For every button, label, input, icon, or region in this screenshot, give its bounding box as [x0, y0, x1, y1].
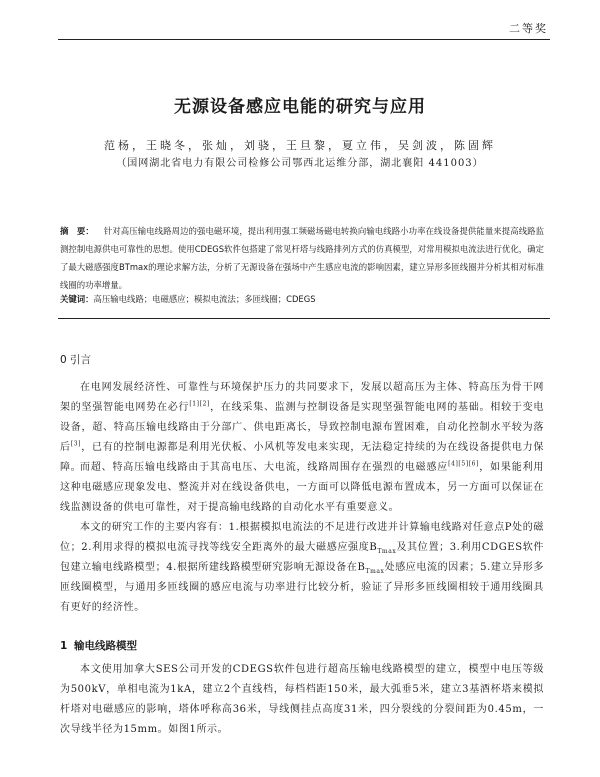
citation-4-6: [4][5][6]	[448, 460, 480, 468]
btmax-subscript-1: Tmax	[377, 548, 397, 555]
award-label: 二等奖	[509, 22, 548, 35]
keywords-label: 关键词：	[60, 294, 94, 304]
intro-paragraph-2	[60, 458, 544, 518]
intro-p1-text-c: ，已有的控制电源都是利用光伏板、小风机等发电来实现，无法稳定持续的为在线设备提供电力保障。	[60, 442, 544, 473]
author-list: 范杨，王晓冬，张灿，刘骁，王旦黎，夏立伟，吴剑波，陈固辉	[104, 139, 496, 152]
section-1-number: 1	[60, 640, 68, 652]
abstract-text: 针对高压输电线路周边的强电磁环境，提出利用强工频磁场磁电转换向输电线路小功率在线设备提供能量来提高线路监测控制电源供电可靠性的思想。使用CDEGS软件包搭建了常见杆塔与线路排列方式的仿真模型，对常用模拟电流法进行优化，确定了最大磁感强度BTmax的理论求解方法，分析了无源设备在强场中产生感应电流的影响因素，建立异形多匝线圈并分析其相对标准线圈的功率增量。	[60, 226, 545, 290]
intro-p3-text-c: 处感应电流的因素；5.建立异形多匝线圈模型，与通用多匝线圈的感应电流与功率进行比较分析，验证了异形多匝线圈相较于通用线圈具有更好的经济性。	[60, 562, 544, 613]
section-1-heading	[60, 638, 137, 653]
intro-p1-text-a: 在电网发展经济性、可靠性与环境保护压力的共同要求下，发展以超高压为主体、特高压为骨干网架的坚强智能电网势在必行	[60, 382, 544, 413]
intro-p3-text-a: 本文的研究工作的主要内容有：1.根据模拟电流法的不足进行改进并计算输电线路对任意点P处的磁位；2.利用求得的模拟电流寻找等线安全距离外的最大磁感应强度B	[60, 522, 544, 553]
paper-title: 无源设备感应电能的研究与应用	[174, 97, 426, 117]
keywords-text: 高压输电线路；电磁感应；模拟电流法；多匝线圈；CDEGS	[93, 294, 316, 304]
keywords	[60, 293, 544, 305]
header-rule	[58, 39, 550, 40]
intro-p3-text-b: 及其位置；3.利用CDGES软件包建立输电线路模型；4.根据所建线路模型研究影响无源设备在B	[60, 542, 544, 573]
section-0-heading: 0 引言	[60, 354, 92, 366]
section-1-title: 输电线路模型	[74, 640, 137, 652]
abstract	[60, 222, 544, 294]
abstract-label: 摘 要：	[60, 226, 94, 236]
abstract-rule	[58, 318, 550, 319]
model-paragraph: 本文使用加拿大SES公司开发的CDEGS软件包进行超高压输电线路模型的建立，模型中电压等级为500kV，单相电流为1kA，建立2个直线档，每档档距150米，最大弧垂5米，建立3基酒杯塔来模拟杆塔对电磁感应的影响，塔体呼称高36米，导线侧挂点高度31米，四分裂线的分裂间距为0.45m，一次导线半径为15mm。如图1所示。	[60, 664, 544, 735]
intro-paragraph-3	[60, 518, 544, 618]
btmax-subscript-2: Tmax	[365, 568, 385, 575]
citation-1-2: [1][2]	[189, 400, 210, 408]
affiliation: （国网湖北省电力有限公司检修公司鄂西北运维分部，湖北襄阳 441003）	[116, 158, 484, 169]
intro-p2-text-b: ，如果能利用这种电磁感应现象发电、整流并对在线设备供电，一方面可以降低电源布置成本，另一方面可以保证在线监测设备的供电可靠性，对于提高输电线路的自动化水平有重要意义。	[60, 462, 544, 513]
citation-3: [3]	[70, 440, 82, 448]
intro-p2-text-a: 而超、特高压输电线路由于其高电压、大电流，线路周围存在强烈的电磁感应	[80, 462, 449, 473]
intro-p1-text-b: ，在线采集、监测与控制设备是实现坚强智能电网的基础。相较于变电设备，超、特高压输电线路由于分部广、供电距离长，导致控制电源布置困难，自动化控制水平较为落后	[60, 402, 545, 453]
